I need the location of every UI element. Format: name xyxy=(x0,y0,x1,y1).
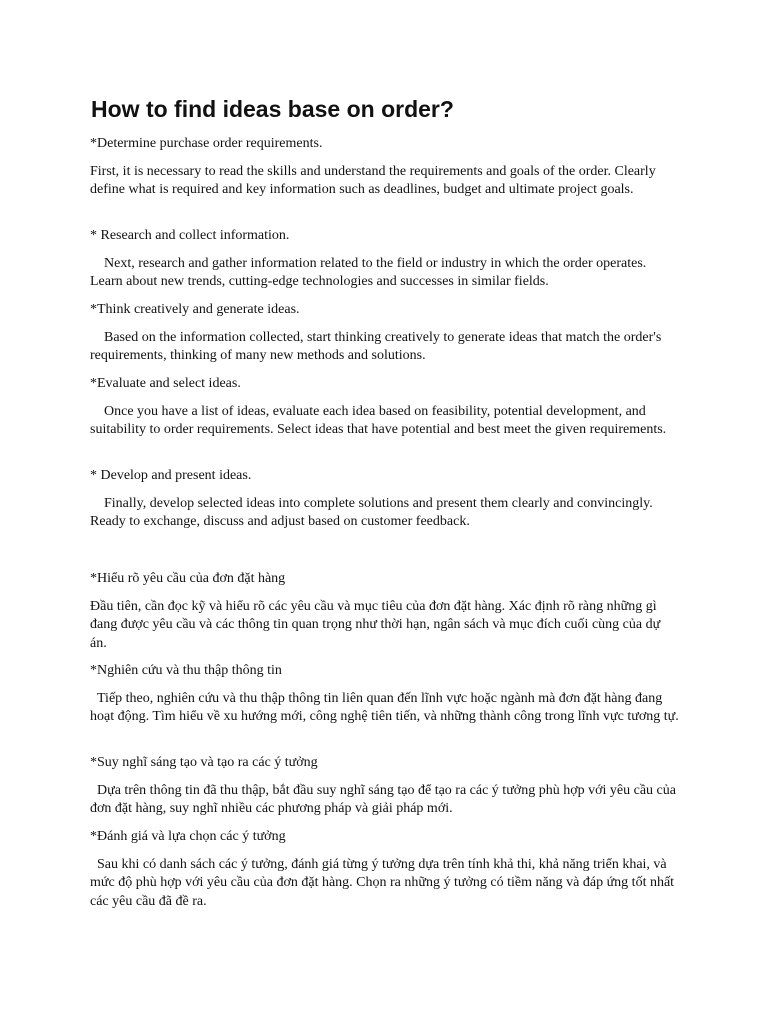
step-heading-danh-gia: *Đánh giá và lựa chọn các ý tưởng xyxy=(90,829,286,844)
step-heading-evaluate: *Evaluate and select ideas. xyxy=(90,376,241,391)
paragraph-develop: Finally, develop selected ideas into complete solutions and present them clearly and convincingly. Ready to exchange, discuss and adjust based on customer feedback. xyxy=(90,496,657,530)
paragraph-suy-nghi-sang-tao: Dựa trên thông tin đã thu thập, bắt đầu suy nghĩ sáng tạo để tạo ra các ý tưởng phù hợp với yêu cầu của đơn đặt hàng, suy nghĩ nhiều các phương pháp và giải pháp mới. xyxy=(90,783,680,817)
step-heading-develop: * Develop and present ideas. xyxy=(90,468,252,483)
step-heading-hieu-ro-yeu-cau: *Hiểu rõ yêu cầu của đơn đặt hàng xyxy=(90,571,286,586)
step-heading-think-creatively: *Think creatively and generate ideas. xyxy=(90,302,300,317)
paragraph-determine-requirements: First, it is necessary to read the skills and understand the requirements and goals of the order. Clearly define what is required and key information such as deadlines, budget and ultimate project goals. xyxy=(90,164,656,198)
step-heading-determine-requirements: *Determine purchase order requirements. xyxy=(90,136,323,151)
step-heading-research: * Research and collect information. xyxy=(90,228,290,243)
paragraph-hieu-ro-yeu-cau: Đầu tiên, cần đọc kỹ và hiểu rõ các yêu cầu và mục tiêu của đơn đặt hàng. Xác định rõ ràng những gì đang được yêu cầu và các thông tin quan trọng như thời hạn, ngân sách và mục đích cuối cùng của dự án. xyxy=(90,599,661,651)
step-heading-suy-nghi-sang-tao: *Suy nghĩ sáng tạo và tạo ra các ý tưởng xyxy=(90,755,318,770)
step-heading-nghien-cuu: *Nghiên cứu và thu thập thông tin xyxy=(90,663,282,678)
paragraph-research: Next, research and gather information related to the field or industry in which the order operates. Learn about new trends, cutting-edge technologies and successes in similar fields. xyxy=(90,256,650,290)
paragraph-think-creatively: Based on the information collected, start thinking creatively to generate ideas that match the order's requirements, thinking of many new methods and solutions. xyxy=(90,330,665,364)
paragraph-nghien-cuu: Tiếp theo, nghiên cứu và thu thập thông tin liên quan đến lĩnh vực hoặc ngành mà đơn đặt hàng đang hoạt động. Tìm hiểu về xu hướng mới, công nghệ tiên tiến, và những thành công trong lĩnh vực tương tự. xyxy=(90,691,679,725)
paragraph-evaluate: Once you have a list of ideas, evaluate each idea based on feasibility, potential development, and suitability to order requirements. Select ideas that have potential and best meet the given requirements. xyxy=(90,404,667,438)
paragraph-danh-gia: Sau khi có danh sách các ý tưởng, đánh giá từng ý tưởng dựa trên tính khả thi, khả năng triển khai, và mức độ phù hợp với yêu cầu của đơn đặt hàng. Chọn ra những ý tưởng có tiềm năng và đáp ứng tốt nhất các yêu cầu đã đề ra. xyxy=(90,857,678,909)
page-title: How to find ideas base on order? xyxy=(91,96,454,122)
